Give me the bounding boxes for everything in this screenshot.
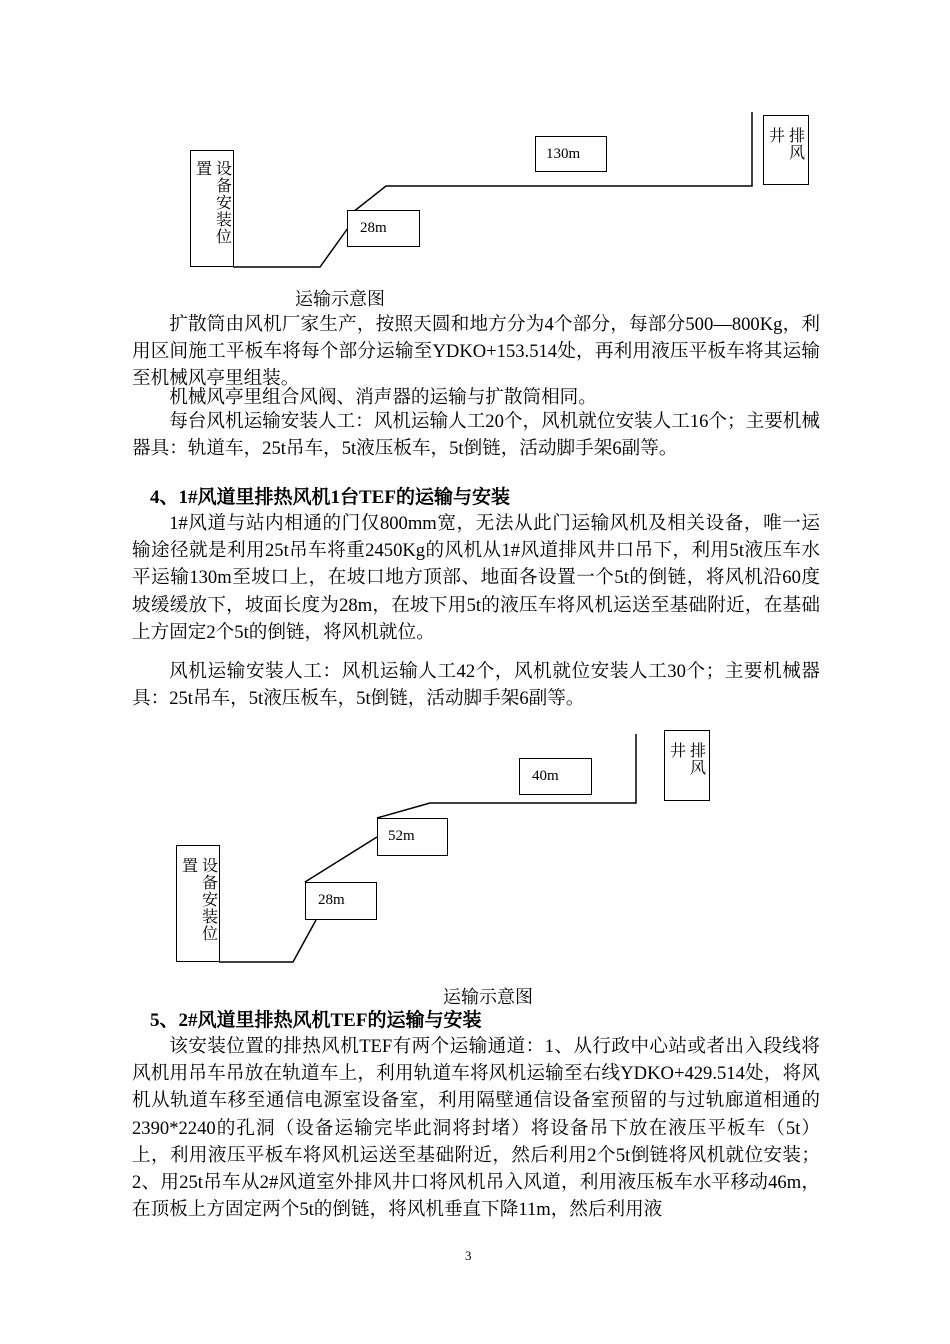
route-line-lowest [219,920,316,962]
slope-length-label-2: 28m [318,892,345,908]
diagram-caption-1: 运输示意图 [295,289,385,309]
route-line-top [377,734,636,818]
route-line-lower [233,228,348,267]
exhaust-shaft-label: 排风 [789,128,806,162]
exhaust-shaft-box-2 [664,730,710,801]
equipment-location-box [190,150,234,267]
equipment-location-label: 设备安装位 [216,161,233,246]
paragraph-valves: 机械风亭里组合风阀、消声器的运输与扩散筒相同。 [169,387,597,408]
mid-distance-label: 52m [388,828,415,844]
exhaust-shaft-box [763,115,809,185]
top-distance-label: 40m [532,768,559,784]
mid-distance-box [377,818,448,856]
paragraph-labor-1: 每台风机运输安装人工：风机运输人工20个，风机就位安装人工16个；主要机械器具：轨道车，25t吊车，5t液压板车，5t倒链，活动脚手架6副等。 [132,411,820,460]
paragraph-duct1-transport: 1#风道与站内相通的门仅800mm宽，无法从此门运输风机及相关设备，唯一运输途径就是利用25t吊车将重2450Kg的风机从1#风道排风井口吊下，利用5t液压车水平运输130m至坡口上，在坡口地方顶部、地面各设置一个5t的倒链，将风机沿60度坡缓缓放下，坡面长度为28m，在坡下用5t的液压车将风机运送至基础附近，在基础上方固定2个5t的倒链，将风机就位。 [132,513,820,643]
equipment-location-label-2: 设备安装位 [202,858,219,943]
exhaust-shaft-label-extra-2: 井 [670,743,687,760]
equipment-location-label-extra: 置 [196,161,213,178]
equipment-location-box-2 [176,845,220,962]
route-lines-2 [0,720,950,1010]
paragraph-duct2-transport: 该安装位置的排热风机TEF有两个运输通道：1、从行政中心站或者出入段线将风机用吊车吊放在轨道车上，利用轨道车将风机运输至右线YDKO+429.514处，将风机从轨道车移至通信电源室设备室，利用隔壁通信设备室预留的与过轨廊道相通的2390*2240的孔洞（设备运输完毕此洞将封堵）将设备吊下放在液压平板车（5t）上，利用液压平板车将风机运送至基础附近，然后利用2个5t倒链将风机就位安装；2、用25t吊车从2#风道室外排风井口将风机吊入风道，利用液压板车水平移动46m，在顶板上方固定两个5t的倒链，将风机垂直下降11m，然后利用液 [132,1036,820,1221]
page-number: 3 [465,1248,472,1263]
horizontal-distance-box [535,136,607,172]
top-distance-box [519,758,592,795]
paragraph-labor-2: 风机运输安装人工：风机运输人工42个，风机就位安装人工30个；主要机械器具：25t吊车，5t液压板车，5t倒链，活动脚手架6副等。 [132,661,820,710]
equipment-location-label-extra-2: 置 [182,858,199,875]
transport-diagram-1 [0,0,950,310]
transport-diagram-2 [0,720,950,1010]
section-heading-4: 4、1#风道里排热风机1台TEF的运输与安装 [150,487,510,508]
slope-length-box [347,210,420,247]
exhaust-shaft-label-extra: 井 [769,128,786,145]
paragraph-diffuser: 扩散筒由风机厂家生产，按照天圆和地方分为4个部分，每部分500—800Kg，利用区间施工平板车将每个部分运输至YDKO+153.514处，再利用液压平板车将其运输至机械风亭里组装。 [132,314,820,390]
exhaust-shaft-label-2: 排风 [690,743,707,777]
diagram-caption-2: 运输示意图 [443,987,533,1007]
section-heading-5: 5、2#风道里排热风机TEF的运输与安装 [150,1010,482,1031]
slope-length-box-2 [305,882,377,920]
slope-length-label: 28m [360,220,387,236]
route-line-middle [305,837,377,882]
horizontal-distance-label: 130m [546,146,581,162]
